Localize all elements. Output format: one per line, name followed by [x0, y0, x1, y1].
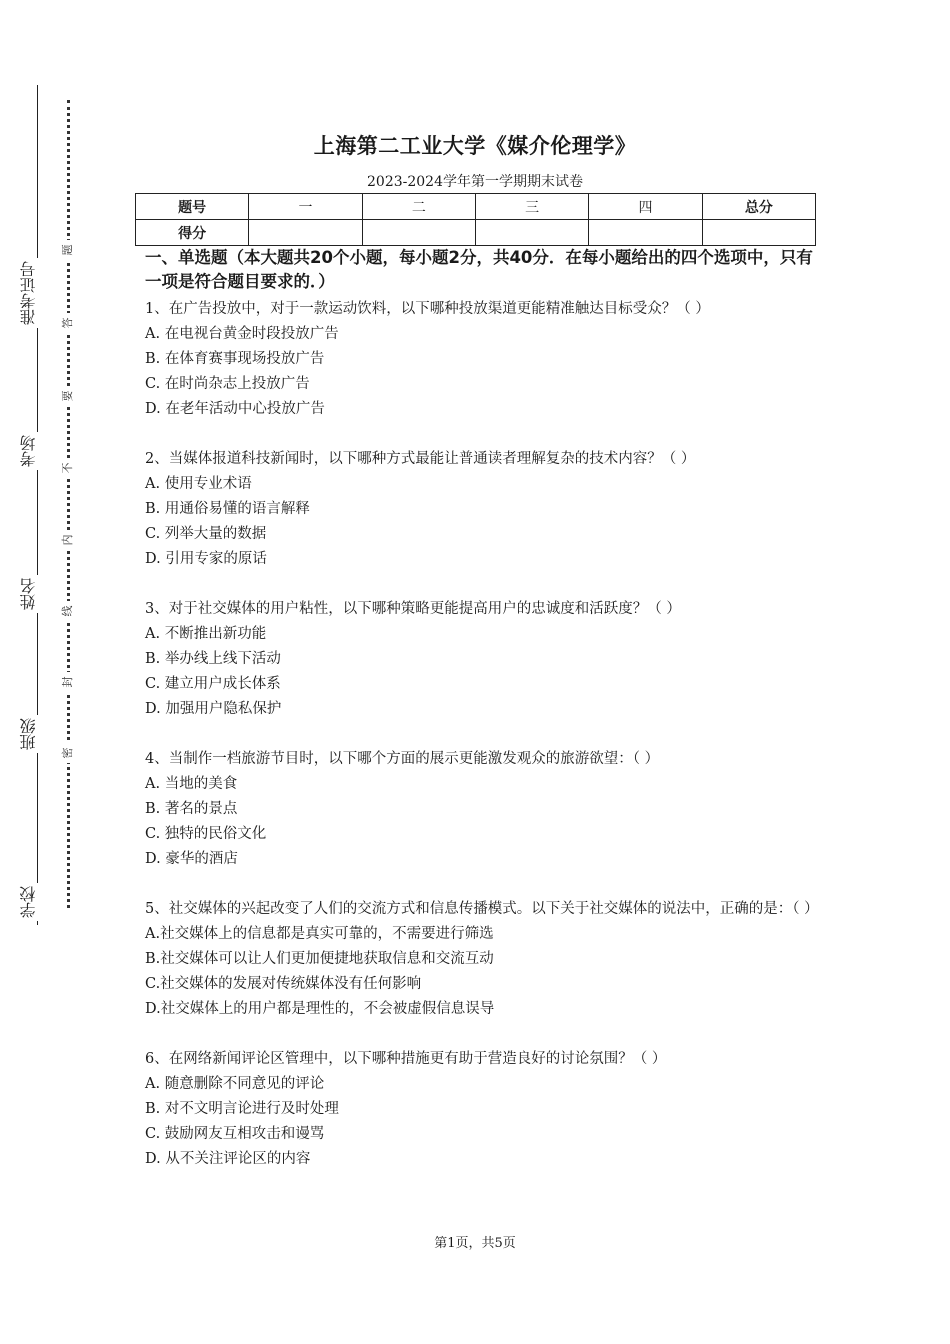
question-option: D. 引用专家的原话 — [145, 551, 267, 567]
question-option: C. 独特的民俗文化 — [145, 826, 267, 842]
label-name: 姓名 — [20, 575, 54, 613]
label-school: 学校 — [20, 883, 54, 921]
score-cell — [475, 220, 588, 246]
question-option: A. 不断推出新功能 — [145, 626, 267, 642]
question-1 — [145, 297, 815, 422]
question-option: C. 在时尚杂志上投放广告 — [145, 376, 310, 392]
exam-title: 上海第二工业大学《媒介伦理学》 — [313, 134, 637, 158]
question-4 — [145, 747, 815, 872]
question-stem: 4、当制作一档旅游节目时，以下哪个方面的展示更能激发观众的旅游欲望：（ ） — [145, 751, 660, 767]
score-table — [135, 193, 816, 246]
question-option: B. 著名的景点 — [145, 801, 238, 817]
seal-char: 密 — [61, 743, 75, 763]
score-header-cell: 总分 — [702, 194, 815, 220]
question-stem: 3、对于社交媒体的用户粘性，以下哪种策略更能提高用户的忠诚度和活跃度？（ ） — [145, 601, 681, 617]
question-3 — [145, 597, 815, 722]
question-option: B.社交媒体可以让人们更加便捷地获取信息和交流互动 — [145, 951, 494, 967]
question-option: B. 在体育赛事现场投放广告 — [145, 351, 325, 367]
score-table-score-row — [136, 220, 816, 246]
seal-char: 内 — [61, 530, 75, 550]
score-header-cell: 二 — [362, 194, 475, 220]
question-option: D. 从不关注评论区的内容 — [145, 1151, 311, 1167]
question-option: A. 在电视台黄金时段投放广告 — [145, 326, 339, 342]
exam-subtitle: 2023-2024学年第一学期期末试卷 — [367, 174, 583, 190]
binding-labels — [20, 0, 54, 1344]
label-exam-number: 准考证号 — [20, 258, 54, 328]
seal-char: 要 — [61, 386, 75, 406]
question-option: A. 使用专业术语 — [145, 476, 252, 492]
score-cell — [249, 220, 362, 246]
seal-char: 线 — [61, 601, 75, 621]
seal-char: 不 — [61, 458, 75, 478]
question-option: C. 建立用户成长体系 — [145, 676, 281, 692]
seal-char: 封 — [61, 672, 75, 692]
score-cell — [589, 220, 702, 246]
question-stem: 1、在广告投放中，对于一款运动饮料，以下哪种投放渠道更能精准触达目标受众？（ ） — [145, 301, 710, 317]
question-option: A. 当地的美食 — [145, 776, 238, 792]
label-exam-room: 考场 — [20, 432, 54, 470]
question-2 — [145, 447, 815, 572]
score-cell — [702, 220, 815, 246]
question-option: D. 加强用户隐私保护 — [145, 701, 282, 717]
question-option: A.社交媒体上的信息都是真实可靠的，不需要进行筛选 — [145, 926, 494, 942]
question-option: B. 用通俗易懂的语言解释 — [145, 501, 310, 517]
question-option: A. 随意删除不同意见的评论 — [145, 1076, 325, 1092]
question-6 — [145, 1047, 815, 1172]
question-option: D. 在老年活动中心投放广告 — [145, 401, 325, 417]
score-cell — [362, 220, 475, 246]
score-header-cell: 四 — [589, 194, 702, 220]
section-heading: 一、单选题（本大题共20个小题，每小题2分，共40分．在每小题给出的四个选项中，只有一项是符合题目要求的．） — [145, 248, 813, 291]
score-row-label: 得分 — [136, 220, 249, 246]
question-option: B. 举办线上线下活动 — [145, 651, 281, 667]
question-stem: 6、在网络新闻评论区管理中，以下哪种措施更有助于营造良好的讨论氛围？（ ） — [145, 1051, 667, 1067]
question-option: D.社交媒体上的用户都是理性的，不会被虚假信息误导 — [145, 1001, 495, 1017]
question-option: B. 对不文明言论进行及时处理 — [145, 1101, 339, 1117]
seal-char: 答 — [61, 313, 75, 333]
question-option: C.社交媒体的发展对传统媒体没有任何影响 — [145, 976, 422, 992]
seal-char: 题 — [61, 240, 75, 260]
seal-text — [58, 0, 78, 1344]
question-option: C. 列举大量的数据 — [145, 526, 267, 542]
page-footer: 第1页，共5页 — [434, 1236, 516, 1251]
score-header-cell: 三 — [475, 194, 588, 220]
question-stem: 5、社交媒体的兴起改变了人们的交流方式和信息传播模式。以下关于社交媒体的说法中，正确的是：（ ） — [145, 901, 819, 917]
question-option: C. 鼓励网友互相攻击和谩骂 — [145, 1126, 325, 1142]
question-option: D. 豪华的酒店 — [145, 851, 238, 867]
score-header-cell: 题号 — [136, 194, 249, 220]
label-class: 班级 — [20, 715, 54, 753]
score-header-cell: 一 — [249, 194, 362, 220]
question-stem: 2、当媒体报道科技新闻时，以下哪种方式最能让普通读者理解复杂的技术内容？（ ） — [145, 451, 696, 467]
score-table-header-row — [136, 194, 816, 220]
question-5 — [145, 897, 819, 1022]
exam-content — [145, 246, 819, 1197]
